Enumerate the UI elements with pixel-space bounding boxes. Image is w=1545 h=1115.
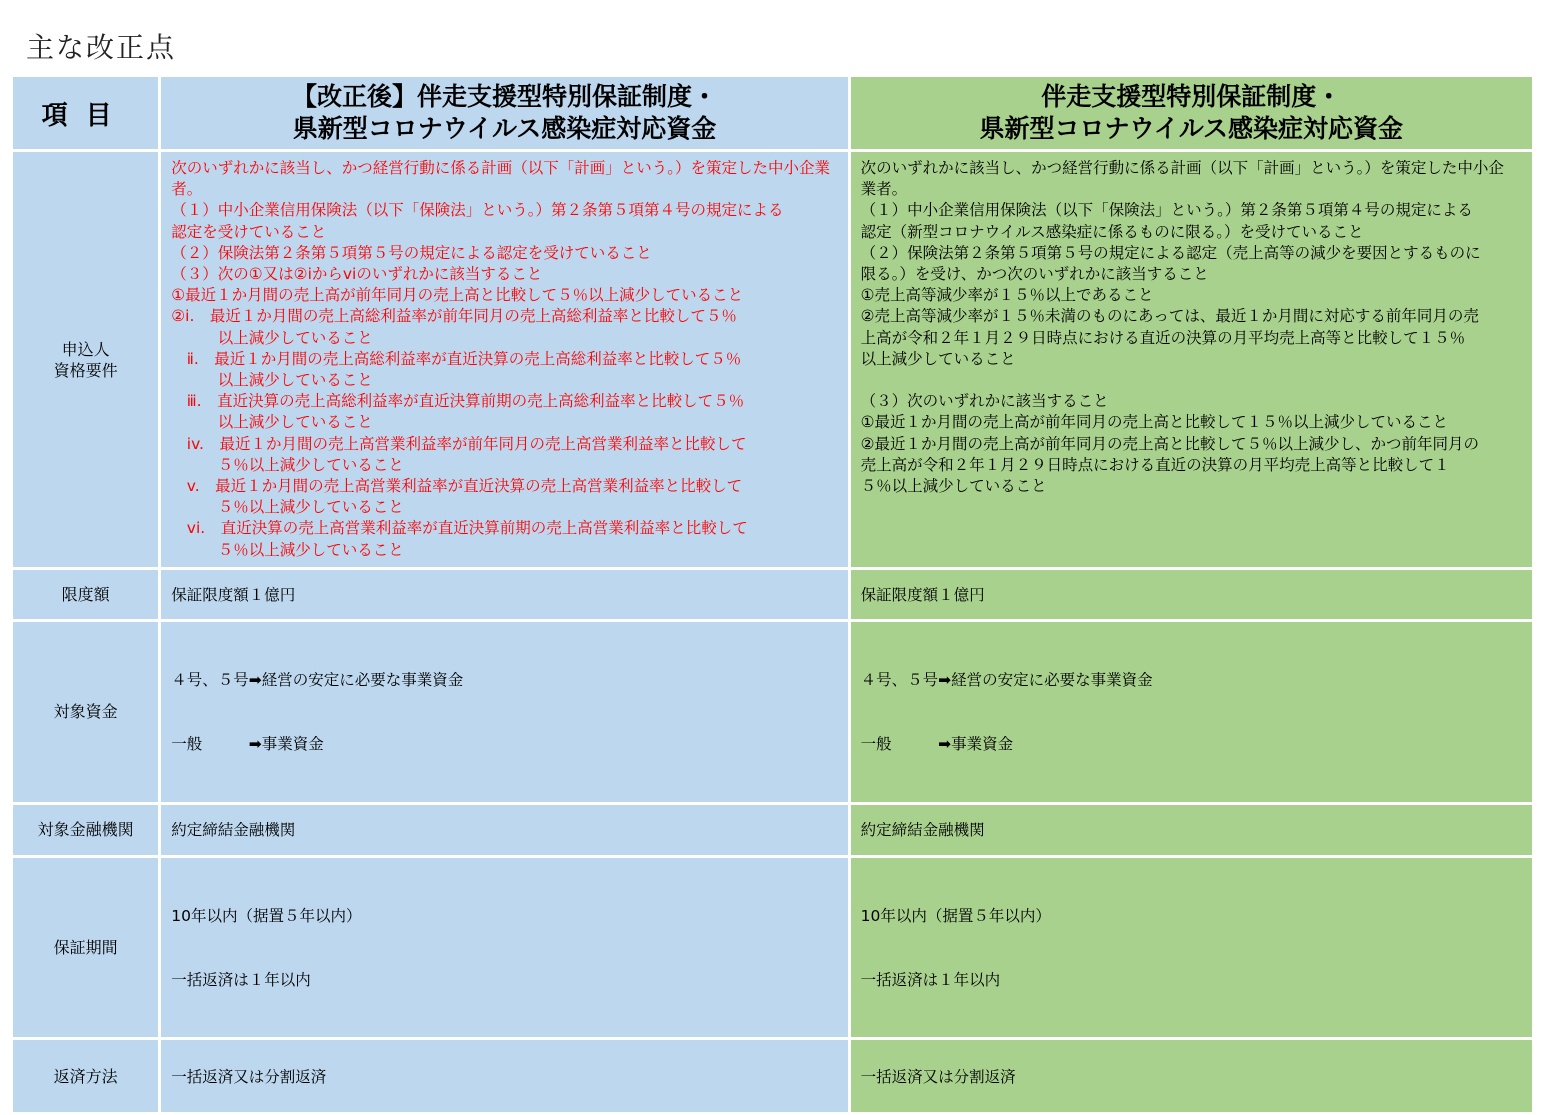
eligibility-new-line: v. 最近１か月間の売上高営業利益率が直近決算の売上高営業利益率と比較して — [171, 477, 743, 496]
eligibility-new-line: ５％以上減少していること — [171, 455, 404, 474]
repayment-new-text: 一括返済又は分割返済 — [171, 1067, 327, 1086]
eligibility-old-line: 売上高が令和２年１月２９日時点における直近の決算の月平均売上高等と比較して１ — [860, 455, 1450, 474]
repayment-new — [160, 1039, 849, 1114]
repayment-old — [849, 1039, 1533, 1114]
eligibility-old-line: （１）中小企業信用保険法（以下「保険法」という。）第２条第５項第４号の規定による — [860, 201, 1473, 220]
eligibility-old-line: （２）保険法第２条第５項第５号の規定による認定（売上高等の減少を要因とするものに — [860, 243, 1481, 262]
institution-old — [849, 803, 1533, 856]
label-eligibility-line2: 資格要件 — [53, 360, 118, 380]
institution-new-text: 約定締結金融機関 — [171, 821, 296, 840]
eligibility-new-line: 次のいずれかに該当し、かつ経営行動に係る計画（以下「計画」という。）を策定した中小企業 — [171, 159, 831, 177]
eligibility-new — [160, 151, 849, 569]
header-old-line2: 県新型コロナウイルス感染症対応資金 — [979, 114, 1404, 143]
eligibility-old-line: 次のいずれかに該当し、かつ経営行動に係る計画（以下「計画」という。）を策定した中小企 — [860, 159, 1504, 177]
row-limit — [12, 569, 1534, 621]
eligibility-old-line: 限る。）を受け、かつ次のいずれかに該当すること — [860, 265, 1209, 284]
eligibility-old-line: ①最近１か月間の売上高が前年同月の売上高と比較して１５％以上減少していること — [860, 413, 1449, 432]
label-period: 保証期間 — [12, 856, 160, 1039]
row-eligibility — [12, 151, 1534, 569]
period-old-line1: 10年以内（据置５年以内） — [860, 907, 1051, 926]
funds-old-line2: 一般 ➡事業資金 — [860, 735, 1014, 754]
eligibility-new-line: 以上減少していること — [171, 413, 373, 432]
eligibility-old-line: 以上減少していること — [860, 349, 1016, 368]
period-new-line2: 一括返済は１年以内 — [171, 970, 311, 989]
eligibility-new-line: vi. 直近決算の売上高営業利益率が直近決算前期の売上高営業利益率と比較して — [171, 519, 748, 538]
eligibility-new-line: （１）中小企業信用保険法（以下「保険法」という。）第２条第５項第４号の規定による — [171, 201, 784, 220]
eligibility-new-line: 以上減少していること — [171, 371, 373, 390]
limit-new-text: 保証限度額１億円 — [171, 585, 296, 604]
limit-old — [849, 569, 1533, 621]
funds-old — [849, 621, 1533, 804]
repayment-old-text: 一括返済又は分割返済 — [860, 1067, 1016, 1086]
eligibility-new-line: （３）次の①又は②iからviのいずれかに該当すること — [171, 265, 543, 284]
eligibility-new-line: （２）保険法第２条第５項第５号の規定による認定を受けていること — [171, 243, 652, 262]
limit-old-text: 保証限度額１億円 — [860, 585, 985, 604]
eligibility-old-line: 認定（新型コロナウイルス感染症に係るものに限る。）を受けていること — [860, 222, 1364, 241]
header-new-line2: 県新型コロナウイルス感染症対応資金 — [292, 114, 717, 143]
page-title: 主な改正点 — [26, 31, 177, 64]
comparison-table — [10, 74, 1535, 1115]
eligibility-new-line: ５％以上減少していること — [171, 498, 404, 517]
eligibility-old — [849, 151, 1533, 569]
eligibility-new-line: 認定を受けていること — [171, 222, 327, 241]
funds-old-line1: ４号、５号➡経営の安定に必要な事業資金 — [860, 671, 1153, 690]
label-repayment: 返済方法 — [12, 1039, 160, 1114]
eligibility-new-line: ②i. 最近１か月間の売上高総利益率が前年同月の売上高総利益率と比較して５％ — [171, 307, 737, 326]
eligibility-new-line: 以上減少していること — [171, 328, 373, 347]
eligibility-old-line — [861, 370, 1526, 391]
header-row — [12, 76, 1534, 151]
eligibility-old-line: ５％以上減少していること — [860, 477, 1047, 496]
funds-new — [160, 621, 849, 804]
period-new-line1: 10年以内（据置５年以内） — [171, 907, 362, 926]
funds-new-line2: 一般 ➡事業資金 — [171, 735, 324, 754]
institution-old-text: 約定締結金融機関 — [860, 821, 985, 840]
label-institution: 対象金融機関 — [12, 803, 160, 856]
limit-new — [160, 569, 849, 621]
period-old — [849, 856, 1533, 1039]
period-old-line2: 一括返済は１年以内 — [860, 970, 1001, 989]
row-funds — [12, 621, 1534, 804]
eligibility-old-line: ①売上高等減少率が１５％以上であること — [860, 286, 1154, 305]
header-new-line1: 【改正後】伴走支援型特別保証制度・ — [291, 82, 717, 111]
eligibility-new-line: 者。 — [171, 180, 203, 199]
eligibility-new-line: ５％以上減少していること — [171, 540, 404, 559]
eligibility-new-line: ①最近１か月間の売上高が前年同月の売上高と比較して５％以上減少していること — [171, 286, 744, 305]
header-old-line1: 伴走支援型特別保証制度・ — [1041, 82, 1342, 111]
header-old-scheme — [849, 76, 1533, 151]
eligibility-new-line: iv. 最近１か月間の売上高営業利益率が前年同月の売上高営業利益率と比較して — [171, 434, 747, 453]
institution-new — [160, 803, 849, 856]
label-limit: 限度額 — [12, 569, 160, 621]
eligibility-new-line: ⅱ. 最近１か月間の売上高総利益率が直近決算の売上高総利益率と比較して５％ — [171, 349, 742, 368]
eligibility-old-line: ②売上高等減少率が１５％未満のものにあっては、最近１か月間に対応する前年同月の売 — [860, 307, 1479, 326]
label-eligibility — [12, 151, 160, 569]
label-funds: 対象資金 — [12, 621, 160, 804]
label-eligibility-line1: 申込人 — [61, 339, 110, 359]
funds-new-line1: ４号、５号➡経営の安定に必要な事業資金 — [171, 671, 464, 690]
period-new — [160, 856, 849, 1039]
eligibility-old-line: ②最近１か月間の売上高が前年同月の売上高と比較して５％以上減少し、かつ前年同月の — [860, 434, 1480, 453]
eligibility-old-line: （３）次のいずれかに該当すること — [860, 392, 1109, 411]
row-period — [12, 856, 1534, 1039]
eligibility-new-line: ⅲ. 直近決算の売上高総利益率が直近決算前期の売上高総利益率と比較して５％ — [171, 392, 745, 411]
eligibility-old-line: 業者。 — [860, 180, 908, 199]
header-item: 項目 — [12, 76, 160, 151]
row-institution — [12, 803, 1534, 856]
eligibility-old-line: 上高が令和２年１月２９日時点における直近の決算の月平均売上高等と比較して１５％ — [860, 328, 1466, 347]
row-repayment — [12, 1039, 1534, 1114]
header-new-scheme — [160, 76, 849, 151]
